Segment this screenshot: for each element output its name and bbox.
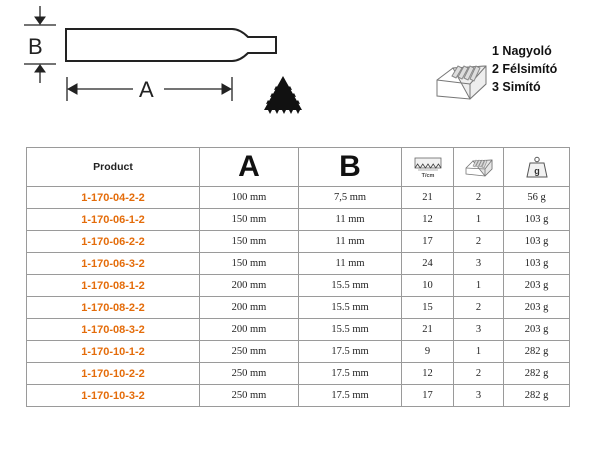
length-a: 150 mm (200, 231, 299, 253)
weight: 103 g (504, 209, 570, 231)
width-b: 17.5 mm (299, 385, 402, 407)
teeth-per-cm: 21 (402, 319, 454, 341)
teeth-per-cm: 12 (402, 363, 454, 385)
header-product: Product (27, 148, 200, 187)
cut-grade: 1 (454, 275, 504, 297)
weight: 203 g (504, 319, 570, 341)
product-code: 1-170-04-2-2 (27, 187, 200, 209)
weight: 282 g (504, 385, 570, 407)
width-b: 17.5 mm (299, 341, 402, 363)
cut-grade-header-icon (464, 156, 494, 178)
weight: 203 g (504, 275, 570, 297)
teeth-per-cm: 17 (402, 231, 454, 253)
teeth-per-cm: 12 (402, 209, 454, 231)
teeth-per-cm-icon (412, 155, 444, 179)
file-outline (66, 29, 276, 61)
product-code: 1-170-10-2-2 (27, 363, 200, 385)
product-code: 1-170-10-3-2 (27, 385, 200, 407)
product-code: 1-170-08-3-2 (27, 319, 200, 341)
weight: 282 g (504, 341, 570, 363)
cut-grade-icon (437, 66, 486, 99)
length-a: 250 mm (200, 385, 299, 407)
header-cut (454, 148, 504, 187)
weight: 103 g (504, 231, 570, 253)
table-row (27, 187, 570, 209)
product-code: 1-170-06-2-2 (27, 231, 200, 253)
product-code: 1-170-06-1-2 (27, 209, 200, 231)
triangle-cross-section-icon (264, 76, 302, 114)
width-b: 17.5 mm (299, 363, 402, 385)
length-a: 250 mm (200, 341, 299, 363)
table-row (27, 319, 570, 341)
header-weight (504, 148, 570, 187)
legend-item: 2 Félsimító (492, 62, 558, 76)
weight: 203 g (504, 297, 570, 319)
table-row (27, 209, 570, 231)
table-row (27, 275, 570, 297)
header-teeth (402, 148, 454, 187)
cut-grade: 1 (454, 209, 504, 231)
weight-icon (525, 155, 549, 179)
length-a: 200 mm (200, 297, 299, 319)
width-b: 15.5 mm (299, 319, 402, 341)
cut-grade: 2 (454, 297, 504, 319)
table-row (27, 363, 570, 385)
cut-grade: 2 (454, 363, 504, 385)
width-b: 11 mm (299, 209, 402, 231)
weight: 282 g (504, 363, 570, 385)
b-dimension-label: B (28, 34, 43, 59)
teeth-unit-label: T/cm (421, 173, 434, 179)
table-row (27, 385, 570, 407)
cut-grade: 3 (454, 253, 504, 275)
legend-item: 1 Nagyoló (492, 44, 552, 58)
cut-grade: 3 (454, 385, 504, 407)
table-row (27, 297, 570, 319)
product-code: 1-170-08-1-2 (27, 275, 200, 297)
cut-grade-legend (492, 42, 557, 96)
length-a: 200 mm (200, 319, 299, 341)
teeth-per-cm: 15 (402, 297, 454, 319)
width-b: 11 mm (299, 253, 402, 275)
length-a: 100 mm (200, 187, 299, 209)
table-row (27, 253, 570, 275)
a-dimension-label: A (139, 77, 154, 102)
cut-grade: 2 (454, 187, 504, 209)
length-a: 250 mm (200, 363, 299, 385)
width-b: 7,5 mm (299, 187, 402, 209)
teeth-per-cm: 10 (402, 275, 454, 297)
teeth-per-cm: 17 (402, 385, 454, 407)
length-a: 200 mm (200, 275, 299, 297)
svg-text:g: g (533, 166, 540, 176)
cut-grade: 3 (454, 319, 504, 341)
teeth-per-cm: 9 (402, 341, 454, 363)
cut-grade: 1 (454, 341, 504, 363)
legend-item: 3 Simító (492, 80, 541, 94)
length-a: 150 mm (200, 209, 299, 231)
table-row (27, 341, 570, 363)
header-b: B (299, 148, 402, 187)
header-a: A (200, 148, 299, 187)
width-b: 15.5 mm (299, 275, 402, 297)
cut-grade: 2 (454, 231, 504, 253)
teeth-per-cm: 24 (402, 253, 454, 275)
table-header-row (27, 148, 570, 187)
weight: 103 g (504, 253, 570, 275)
teeth-per-cm: 21 (402, 187, 454, 209)
width-b: 15.5 mm (299, 297, 402, 319)
product-spec-table (26, 147, 570, 407)
table-row (27, 231, 570, 253)
product-code: 1-170-06-3-2 (27, 253, 200, 275)
product-code: 1-170-10-1-2 (27, 341, 200, 363)
width-b: 11 mm (299, 231, 402, 253)
weight: 56 g (504, 187, 570, 209)
product-code: 1-170-08-2-2 (27, 297, 200, 319)
length-a: 150 mm (200, 253, 299, 275)
